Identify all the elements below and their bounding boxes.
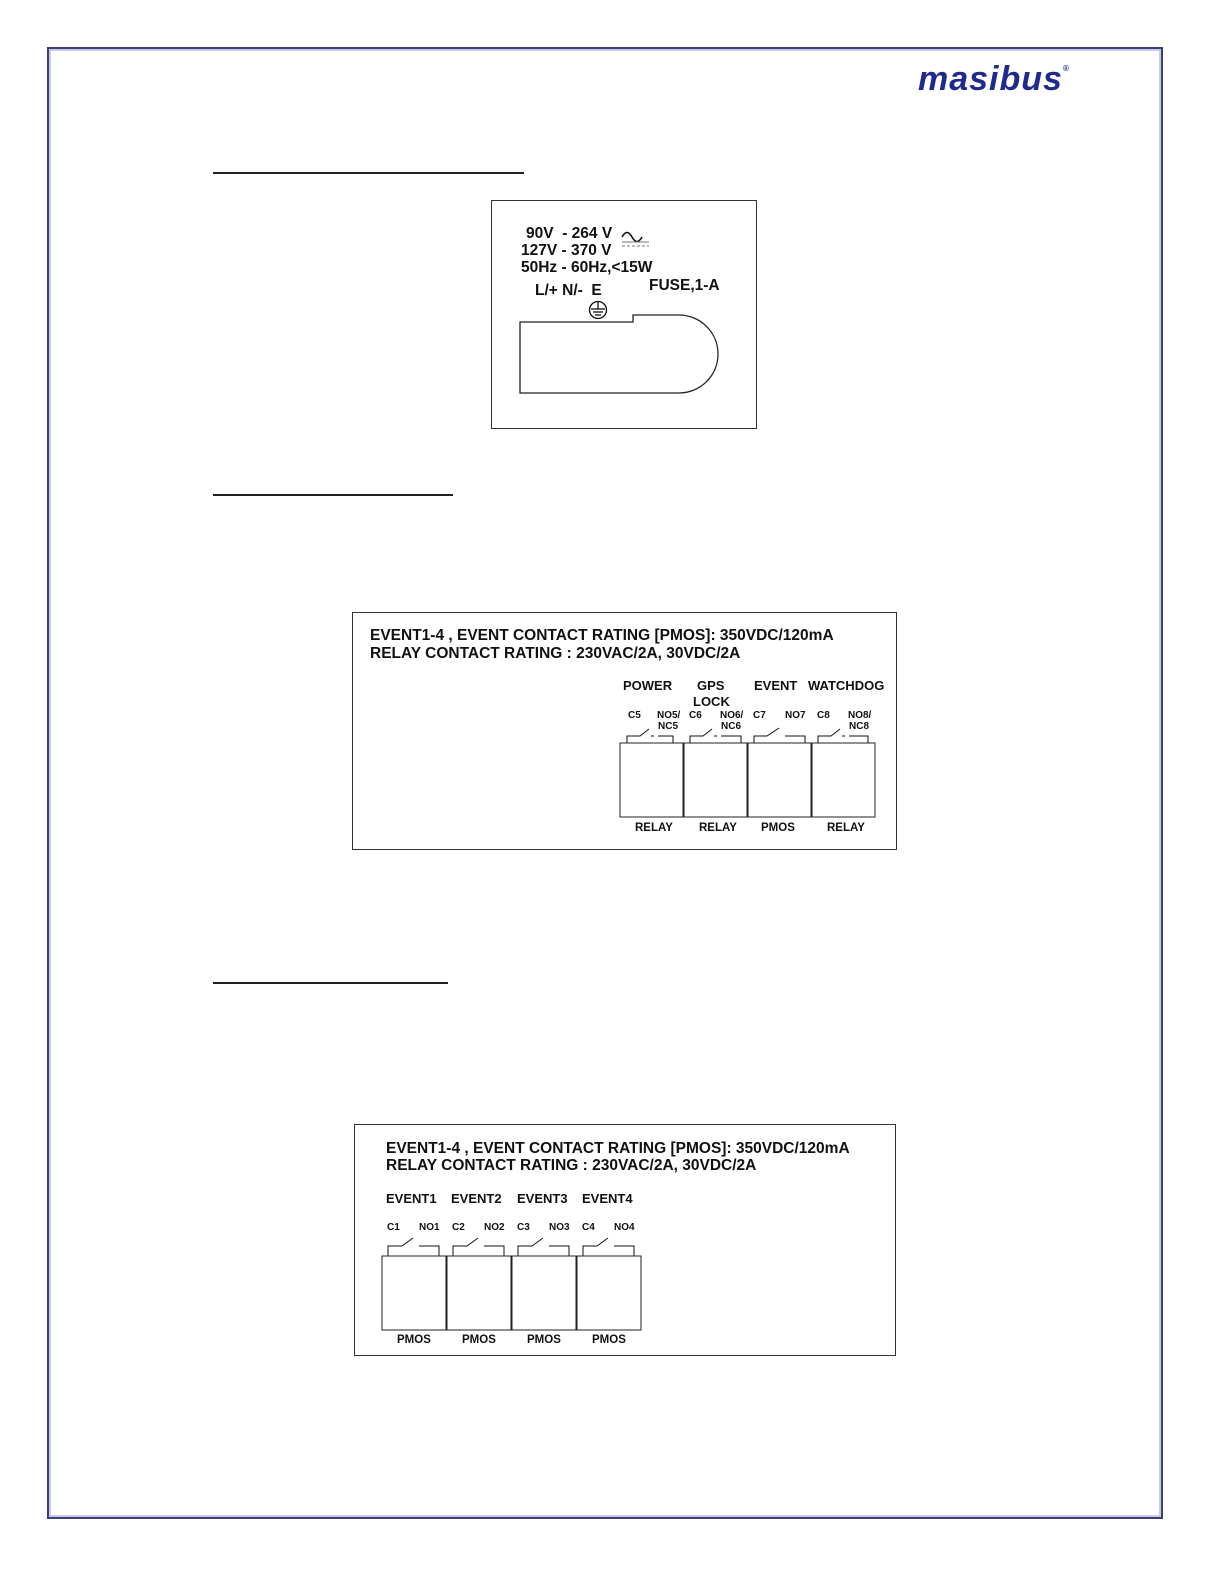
ac-sine-icon xyxy=(622,233,642,242)
channel-name-watchdog: WATCHDOG xyxy=(808,678,885,693)
terminal-c3: C3 xyxy=(517,1222,530,1233)
terminal-c4: C4 xyxy=(582,1222,595,1233)
relay-panel-drawing xyxy=(353,613,896,849)
contact-symbol-c1 xyxy=(388,1238,439,1256)
contact-symbol-c2 xyxy=(453,1238,504,1256)
relay-contact-rating: RELAY CONTACT RATING : 230VAC/2A, 30VDC/2A xyxy=(370,645,741,662)
masibus-logo xyxy=(918,60,1070,99)
terminal-nc8: NC8 xyxy=(849,721,870,732)
relay-output-panel xyxy=(352,612,897,850)
logo-text: masibus xyxy=(918,60,1063,98)
terminal-c6: C6 xyxy=(689,710,702,721)
contact-symbol-c3 xyxy=(518,1238,569,1256)
terminal-block-gps-lock xyxy=(684,743,747,817)
output-type-event1: PMOS xyxy=(397,1334,431,1346)
terminal-block-event3 xyxy=(512,1256,576,1330)
channel-name-gps-lock: LOCK xyxy=(693,694,730,709)
contact-symbol-c6 xyxy=(690,729,741,743)
terminal-c5: C5 xyxy=(628,710,641,721)
voltage-dc-range: 127V - 370 V xyxy=(521,242,612,259)
power-panel-drawing xyxy=(492,201,756,428)
section-heading-rule-2 xyxy=(213,494,453,496)
terminal-no6: NO6/ xyxy=(720,710,744,721)
power-terminal-labels: L/+ N/- E xyxy=(535,282,602,299)
contact-symbol-c5 xyxy=(627,729,673,743)
terminal-block-power xyxy=(620,743,683,817)
output-type-gps-lock: RELAY xyxy=(699,822,737,834)
terminal-block-event xyxy=(748,743,811,817)
terminal-block-event1 xyxy=(382,1256,446,1330)
terminal-c8: C8 xyxy=(817,710,830,721)
event-panel-drawing xyxy=(355,1125,895,1355)
terminal-block-watchdog xyxy=(812,743,875,817)
output-type-watchdog: RELAY xyxy=(827,822,865,834)
terminal-block-event2 xyxy=(447,1256,511,1330)
channel-name-event: EVENT xyxy=(754,678,798,693)
terminal-nc5: NC5 xyxy=(658,721,679,732)
terminal-no7: NO7 xyxy=(785,710,806,721)
terminal-block-event4 xyxy=(577,1256,641,1330)
terminal-no8: NO8/ xyxy=(848,710,872,721)
output-type-event: PMOS xyxy=(761,822,795,834)
event-output-panel xyxy=(354,1124,896,1356)
output-type-event2: PMOS xyxy=(462,1334,496,1346)
terminal-c7: C7 xyxy=(753,710,766,721)
terminal-no5: NO5/ xyxy=(657,710,681,721)
terminal-no3: NO3 xyxy=(549,1222,570,1233)
channel-name-event2: EVENT2 xyxy=(451,1191,502,1206)
fuse-label: FUSE,1-A xyxy=(649,277,720,294)
event-contact-rating: EVENT1-4 , EVENT CONTACT RATING [PMOS]: 350VDC/120mA xyxy=(370,627,834,644)
connector-outline xyxy=(520,315,718,393)
logo-registered-mark: ® xyxy=(1062,64,1070,73)
channel-name-gps: GPS xyxy=(697,678,725,693)
section-heading-rule-1 xyxy=(213,172,524,174)
contact-symbol-c4 xyxy=(583,1238,634,1256)
channel-name-event1: EVENT1 xyxy=(386,1191,437,1206)
channel-name-event3: EVENT3 xyxy=(517,1191,568,1206)
power-supply-panel xyxy=(491,200,757,429)
terminal-c2: C2 xyxy=(452,1222,465,1233)
section-heading-rule-3 xyxy=(213,982,448,984)
terminal-no1: NO1 xyxy=(419,1222,440,1233)
channel-name-power: POWER xyxy=(623,678,673,693)
voltage-ac-range: 90V - 264 V xyxy=(526,225,613,242)
output-type-event4: PMOS xyxy=(592,1334,626,1346)
relay-contact-rating: RELAY CONTACT RATING : 230VAC/2A, 30VDC/2A xyxy=(386,1157,757,1174)
frequency-power-rating: 50Hz - 60Hz,<15W xyxy=(521,259,653,276)
terminal-c1: C1 xyxy=(387,1222,400,1233)
output-type-event3: PMOS xyxy=(527,1334,561,1346)
terminal-no2: NO2 xyxy=(484,1222,505,1233)
terminal-nc6: NC6 xyxy=(721,721,742,732)
channel-name-event4: EVENT4 xyxy=(582,1191,633,1206)
earth-ground-icon xyxy=(590,301,607,319)
output-type-power: RELAY xyxy=(635,822,673,834)
event-contact-rating: EVENT1-4 , EVENT CONTACT RATING [PMOS]: 350VDC/120mA xyxy=(386,1140,850,1157)
terminal-no4: NO4 xyxy=(614,1222,635,1233)
dc-icon xyxy=(622,242,649,246)
contact-symbol-c8 xyxy=(818,729,868,743)
contact-symbol-c7 xyxy=(754,728,805,743)
